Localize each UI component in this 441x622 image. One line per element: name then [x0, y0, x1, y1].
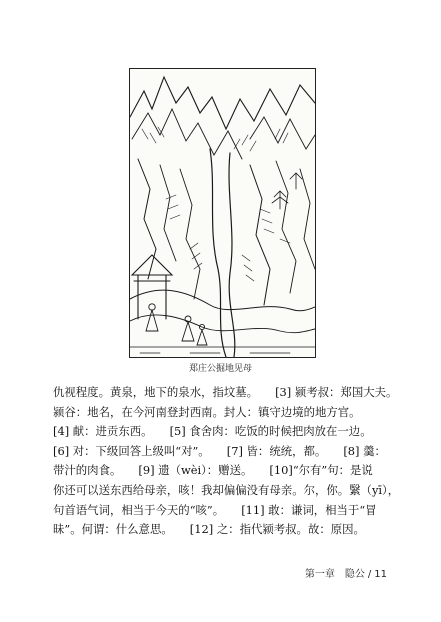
note-line: 仇视程度。黄泉，地下的泉水，指坟墓。 [3] 颍考叔：郑国大夫。 [53, 385, 398, 399]
note-line: [6] 对：下级回答上级叫“对”。 [7] 皆：统统，都。 [8] 羹： [53, 443, 386, 458]
landscape-drawing [130, 69, 315, 357]
note-line: 昧”。何谓：什么意思。 [12] 之：指代颍考叔。故：原因。 [53, 522, 365, 537]
note-line: 你还可以送东西给母亲，咳！我却偏偏没有母亲。尔，你。繄（yī）， [53, 482, 400, 497]
footer-separator: / [367, 569, 372, 580]
note-line: 颍谷：地名，在今河南登封西南。封人：镇守边境的地方官。 [53, 404, 361, 419]
annotation-notes [53, 383, 400, 540]
chapter-title: 第一章 隐公 [304, 569, 365, 580]
note-line: 带汁的肉食。 [9] 遗（wèi）：赠送。 [10]“尔有”句：是说 [53, 463, 373, 478]
note-line: [4] 献：进贡东西。 [5] 食舍肉：吃饭的时候把肉放在一边。 [53, 424, 372, 439]
woodcut-illustration [129, 68, 316, 358]
page-footer [305, 565, 387, 580]
figure-caption: 郑庄公掘地见母 [188, 364, 252, 374]
page-number: 11 [374, 569, 387, 580]
note-line: 句首语气词，相当于今天的“咳”。 [11] 敢：谦词，相当于“冒 [53, 502, 377, 517]
